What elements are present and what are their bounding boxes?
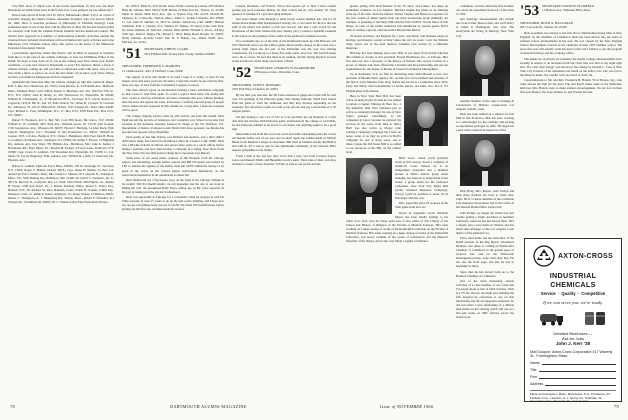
paragraph: 'In honest Germany and England for a year,' says Bark, 'and business keeps us moving, and musical concert activity where the lot's an event. I saw the Wallack ridge, below one of the most musical comedies ever written by a bullsnake musician.' [346,33,448,50]
ad-plants-footer: Plants at Framingham, Mass.; Manchester, N.H.; Providence, R.I.; Fairfield, Conn.; Hoboken, N.J.; Spring, Pa.; Nashville, Va.; Greensboro, N.C.; Riverside, Fla. and Honolulu [530,390,616,403]
paragraph: Since then he has moved from on to the Houston Chamber of Commerce. [456,269,514,278]
paragraph: Another member of the class is working in Connecticut of Barbara Connecticut, Lis Angeles. Saddle, Conn. [456,98,514,111]
page-number-right: 79 [614,404,619,409]
axton-cross-advertisement [524,238,622,402]
paragraph: lat, 1030 S. Main St., Fort Worth, Texas 76104; Gordon R. Lemon, 4703 Balboa Hills Dr., Omaha, Nebr. 68114; W.H. Marsh, 22 Blue Tree Dr., Vienna, Va. 22180; James K. Ryder, 9600 Perry Ave., Apt. 4, Kansas City, Mo. 64133; Donald M. Simpson, Jr., 5 West Dr., Weston, Mass.; James C. Swink, Lafayette, Ind. 47904; Lt. Col. John W. Skinner, Jr., 3012 W. Adams, Sunnyvale, Calif. 94087; Herbert Schneider, R.D. 1, Chester, N.J.; Wallace W. Walker, 70 Surrey Lane, Oak Park, Ill.; Dean Watkins, 41 Wolf Rd., Oxford, Ohio 45056; William S. Wood, 118 Bay Villa Apt., Oxford, Tampa, Fla.; Robert L. Wray, Ridge Road, Roslyn, Va. 23070; Wally Johnson, Arcadia, Calif.; Ens. H. F. Hunter, Ga.; Walter Wolff, Ave., McLean, Va. 22101. [122,4,224,45]
paragraph: Up in Rochester, N.Y. we find an interesting item. Ward Howell is now vice president of Mackie-Shaw Agency, Inc. and the new vice president and secretary of the firm is Larry Mueller. Fine, Reg. Seattle has served as a committee since 1959, Larry and Marty, with Grandmother 12 bottle, eleven, and Anne, also, live at 115 Pelham Road in Rochester. [346,72,448,93]
paragraph: Alphabetically listed this time, the address changes go like this: James M. Baker, R.D. 5, Box 261, Uniontown, Pa. 15401; Clem Benton, Jr., 54 Franklin Ave., Medford, Mass.; Madison Field, Calif. 94025; Robert S. Bowman, Apt. 516, 700 East 77th St., N.Y., N.Y. 10021; John R. Brady, Jr., 410 Thornwood St., Naperville, Ill. 60540; William R. Christopher, Jr., 27 Brookview Blvd., Syracuse, N.Y. 13214; Robert G. Cogswell, 1410 N. 8th St., Apt. 10, Falls Church, Va.; James H. Crowell, 31 Crescent Dr., Albertson, Va. 23112; Malcolm R. Decker, 1325 Colgate Dr., Kent, Ohio 44240; Capt. Richard C. Foss, Washington, D.C. 17, Box 2151, USN Fleet P.O., Box 2151, S.F., 96601. [8,80,114,117]
treasurer-name: TREASURER, BOYD A. HALLORAN [520,21,574,25]
class-section-header [122,47,224,62]
ad-contact-ask: Ask for Jobs [561,336,584,341]
paragraph: I'm also hoping to see a lot of 52's as I can probably get our Reunion at a later date after the October 26th Princeton game. Unfortunately the college or we'll Mall, for the Princeton Alumni to be drawn to our house, but anything ought to be a good sign. [232,114,336,131]
paragraph: Canada, Bermuda, and Florida. We've had reports yet to find: I have trouble getting any good response, Buddy. As other writers tell us, why another '45. Only question is whether it's a graceful aging hobbyist. [232,4,336,17]
paragraph: Robert F. Ferguson, 410 L. Box 59I, Cove Hill Road, Mt. Kisco, N.Y. 10549; William E. W. Gombell, 4071 Park Ave., Oakland Grove, Ill. 15179; Sam Gongol, 1765 Greenacres, Ave., Wheaton, Ill. 60187; Harold J. Hedberg, 14 Glen Rock, Falls Church, Washington, D.C.; President of Sun Production Co. 94037; William R. Greene, 58 E. 110 Ave., Bedford, N.Y.; James J. Heikkinen, 4641 Poet John B. Horn, c/o Lambert, 94 Mount Ave., Westfield, N.J. 07090; Dr. Arthur J. Howes, 74 Highland Rd., Auburn, Ala.; Kay Ward, 781 Hillside Ave., Baltimore, Md.; John K. Keller, 2 Hawthorne Rd., Bryn Mawr, Pa.; Ronald M. Kempf, 4 Forest Lane, Yorktown, N.Y. 10598; Capt. Lewis E. Lambert, 136 Woodland Rd., Pittsburgh, Pa. 15238; Lt. Col. James W. Lavall, Ridgeway Trail, Auburn, Ala.; William R. Lamb, 12 Clearview Dr., Phoenix, Ariz. [8,118,114,163]
paragraph: The class officers report on the Reunion funding a news solicitation campaign so that I have to lead West again. To avoid a typical ritual letter, I'm stating this once. I plan to send up solicitation and news campaign this year, without funding, then ask news that appear the Class. Following a carefully selected group of people whose names haven't appeared in this column for a long time. I hope the response will be good. [122,88,224,113]
secretary-address: 5017 Fiddlers Path, Tyrone Path, Crosby, Stamford 06903 [144,51,215,56]
coupon-firm-field: Firm [530,375,616,379]
paragraph: Some more of our usual items, courtesy of Jim Bernard, from the Chicago papers: and interesting, enough stories, reports that Bill O'Connell was invited by LBJ to witness the signing of the Indian trade bill which authorizes money to be spent in the towns on the various Indian reservations themselves, on the reservations themselves in the automobile accident bill. [122,156,224,177]
paragraph: Dick was apparently in Chicago for a convention when he stopped to visit his Tribe reporter: 'It took 1½ years to do up the unit you're building, and I hope now we can get everything ready, but not for $150. We made 100 modifications before putting out the first one, and then made the second. [122,195,224,212]
paragraph: From a mail at the last few days we've had a nice card from Leonard Sagan, Lance and Russell Smith, and Benjamin Lewis's team. Their tales of their own days included a couple of trips from the '52 Fall; as well as our recent arrivals. [232,153,336,166]
secretary-address: 11 Brokow Ave., Wellesley Hills, Mass. [542,8,591,13]
paragraph: Ferra, their home and the sixth-floor of the DAM pictures in the Big Brook, Woodlawn Brothers. Our photo is coming on Warmcraft's Chamber of Commerce in the garden spots of Jackson, Mo. and on the Wentworth kindergarten section, Lane, Don, Ray, Ray. He has also the front page, and also he had to hopefully be there. [456,236,514,269]
class-year: '53 [520,4,540,19]
column-5 [456,4,514,394]
paragraph: Dick Hoeg, Mrs. Brown, wife Evelyn and their three children are back at Santa Ana, Calif. He is a charter member of the California Life Insurance Association and is also active in the Western Home Office Lions Club. [456,189,514,210]
ad-title: INDUSTRIAL CHEMICALS [549,271,597,289]
ad-brand-name: AXTON-CROSS [558,252,613,260]
paragraph: Bart, especially since I'll be more of the York game from now on! [395,201,448,210]
portrait-photo [460,40,510,96]
column-3 [232,4,336,394]
paragraph: Our marriage announcement this month, one from former Boston man, and we'll marry at winter at Washington, now Ariz. The newlyweds are living in Rahway, New York City. [456,17,514,38]
portrait-photo [404,96,448,146]
ad-illustration [530,309,616,327]
portrait-photo [346,158,392,214]
treasurer-name: TREASURER, FREDERICK S. MAHONY [122,64,181,69]
paragraph: The college clipping service came up with exactly one item this month. Dick Pugh has left the practice of Anderson, and Columbia Law School to become first assistant to the Assistant Attorney General in charge of the Tax Division, U.S. Department of Justice. If anyone would Dick's field more personal, Joe Mecke has become best reporter today, Hopefully. [122,113,224,134]
column-2 [122,4,224,394]
ad-logo-row [530,245,616,267]
paragraph: Our Great Island came through to some lovely coastal summer Alp, and for 35 Jennie-Down Dunk outfit headquartered in Italy. No, I can vouch for the fact that the staff of the island was perfect (1,350 foot resort!). Just that I can't vouch for the Doorhouse of the some Wentworth, new Sunday (sic); I passed a splendid weekend at the school on the premises of the cradle of the promoter's business on tours. [232,17,336,38]
coupon-name-field: Name [530,361,616,365]
paragraph: Two weekends ago so of the time of the Dartmouth bunch up with Hanover and Tom Wardwell and to see the Clifton game. Most notable change on the scene was a paving fight where the old part of the Fairbanks was the way fast. During construction, it's a walk-up to a Snoot five some yards away fast. The football game was a bit of a hoot. It's fact that there is no reunion, and the Spring Room is located in the downtown, Tom's many new hotels, a Hand. [232,38,336,63]
ad-subtitle: If we can serve you, we're ready. [543,300,603,305]
issue-label: Issue of NOVEMBER 1966 [380,404,434,409]
coupon-title-field: Title [530,368,616,372]
tanker-truck-icon [539,309,565,327]
paragraph: greater pitting with Wolf Mosher of the TV show 'Art Linker,' has taken up permanent residence in Los Angeles. Michael Anglin has given us an amusing write-up of his time, from the famous Stanley Wapner and Burton is reported, for the first couple of dinner guests from our most unwelcome group (himself). An example, is speaking of the Harry Hill with the YOU DON'T. On the Moor' in San Diego. In view of the earlier audiences that munificent by special guests, Bob's odds of writing a special collection titled 'Beyond the Mirror.' [346,4,448,33]
paragraph: Dick has been named as a student for that firm in San Francisco. Bob has been working as a seismologist for the company and serving as specialized geologist in 1962. He began his career with Connecticut General in 1954. [456,111,514,133]
class-section-header [520,4,622,19]
class-section-header [232,66,336,81]
paragraph: committee,' and has edited the first booklet, one about the expedition from top of the Class of 1952. [456,4,514,17]
treasurer-name: TREASURER, LYNN S. HOWARD [232,83,281,88]
secretary-name: SECRETARY, DAVID H. FLORENCE [542,4,595,8]
secretary-name: SECRETARY, JOHN B. CLARK [144,47,189,52]
class-year: '52 [232,66,252,82]
column-6 [520,4,622,234]
ad-contact [530,331,616,346]
secretary-address: 338 Kenwood Ave., Riverside, Conn. [254,70,300,75]
paragraph: Meanwhile back from the race front we've had some outstanding notes his closed our Renure before one of our own and we must report the sudden death of Wilfred Baum in the Medical College of Guarantee. Bill lived in Summit and his dau Beth is still with us. It's a sorrow also for the Dartmouth community of the beloved, Bill's deepest sympathies to his family. [232,132,336,153]
column-1 [8,4,114,394]
portrait-photo [460,134,510,186]
paragraph: Here in New York Herb Bolt has been active on many fronts. In June he was named a partner at Auten, Winston & Shea Inc., a big industrial firm. He's remained just as active as campaign manager for one of New York's younger councilmen, as his colleagues (I know because he enlisted my services in the cause from time to time.) Herb was also active as Mayor John Lindsay's campaign campaign but I have no notes, some of us may be active in Herb's campaign for one of those years, and at times I guess the Old Stone Mill is so added to our resources on the Hill, on the cabinet level. [346,93,401,155]
ad-tagline: Service · Quality · Competitive [540,291,606,296]
ad-contact-name: John J. Kerr '38 [555,341,591,346]
paragraph: Herb Lever, whom you'll probably recall as Ed's lawyer, heads a company of Stamford, Conn. Indeed, he is an independent researcher and a multiple partner of Herb's interior group under manager, has been up to being made Scout leader, a group under for the insurance companies, New York City Rapid Rail (Acme Standard Insurance Company). Tracey, you'll be gratified to know it's in fine shape with the cost. [395,155,448,201]
paragraph: Each spring of just like Nantes, was Richard and Andrew, and a third child I didn't know them, have moved from Illinois to Box 42, Cassirer, Calif. 92001. Dick was a Blackie Scholar at Oxford and served three years in a naval officer before taking a position, and now dunn teacher a company in Corning, New York. From the New York City law firm before joining the Corporation Law Bureau. [122,134,224,156]
paragraph: Congratulations to Mr. and Mrs. Frederick H. Hanick '50 of Boston, Ky., who came aboard the ship for the great Trip and they'll make some of the memories, held fast. Mrs. Hanick went to make student encouragement. We are now in their first-year Boston. We hope all their Lo and Friends the best. [520,78,622,95]
paragraph: One of the most interesting current activities of a class member of our Class that I've heard about is that of Dick Swicker. Dick is a TV Dr. director and right now building the first hospital he conceived to say on that fundraising and the air supporters endorsed. So old cure that's a new fundraising of a million man dollars in the viewing which will run as a five-part series on ABC stations across the nation soon. [456,278,514,320]
paragraph: Bill Kay has been making news now. Bill, as you know from facing followed this column so closely, is vice president. Frozen Warehouse, Inc., of Chicago. He's also just now also a governor of the history of Tibanet. The society consists of a group of citizens who have offered the Canadian and Stop Fellowship and test the requirements for the degree of Master of Science in Industrial Management. [346,50,448,72]
paragraph: The supply of news this month is so brief I hope it is really, at least it's the largest we've had since your new Secretary, I trust this doesn't in one with the first-three-two-ago, at least from the Continental Congress to report. [122,74,224,87]
page-number-left: 78 [10,404,15,409]
treasurer-address: 2617 Corcoran Dr., Vienna, Va. 22180 [520,25,567,30]
magazine-name: DARTMOUTH ALUMNI MAGAZINE [170,404,247,409]
coupon-address-field: Address [530,382,616,386]
column-4 [346,4,448,394]
treasurer-address: 2107 Park Place, Evanston, Ill. 60201 [232,87,279,92]
paragraph: Dave Lusk reports in from 2114 W. Drive, Minnetonka, Minn. 55311 on a host of activities: keeping his father's brother, Alexander Stoddard, who was born in March 26, 1964. Dave is associate professor of philosophy of Christian theology. Lusk, nominated dean of one of the best, will be effective in June. He has had several grants for research, both from the Lehman Federal Institute and the American Council. His articles have appeared in a number of philosophical journals. Activities outside the classroom have included involvement with local Democratic party activities and in the Minnesota Civil Liberties Union. Dave also serves on the board of the Minnesota Unitarian Universalist Church. [8,13,114,50]
drum-icon [582,309,608,327]
paragraph: Down in Argentina Jacob Marshall Moyer has been finally tending to his cellar crew. Jack, who for many years now is also editor of The Library of the School and History of Religion of the Faculty of Medical Sciences. He's been working on a huge catalog of works of the Rothschild Collection on the Faculty of Medical Sciences. He's been working on a huge catalog of works of the Rothschild Collection, was heavy volumes of the works of well-known and the Hanover fraternity of the library, and is also very likely a regular contributor. [346,210,448,243]
class-year: '51 [122,47,142,63]
ad-mail-coupon: Mail Coupon: Axton-Cross Corporation 417 Waverly St., Framingham, Mass. [530,350,613,359]
paragraph: I particularly appreciate letters like Dave's, and in either in response to inquiries from me or, in the case of our column colleague, as does Joe McMahan, Editor of the DAM. We hope to hear from all of you in the coming year. How about your former roommate, or your best friend at Dartmouth or your? For instance, there's a flock of address changes coming up, and we'd like to abbreviate some with news. Any of you who made a move or plan to do so in the next future, let us know your latest address and how you think the Indigenous and how happened. [8,50,114,80]
paragraph: By the time you read this, the '66 Class reunions of gangs and cairns will be well over. I'm speaking of the Princeton game, this coming Saturday. You'll have tickets from the game or from the clubhouse and they may develop depending on the weekend. Two first-floor rooms we want to lay out one and say a swell time of a '52 tailgate parties. [232,93,336,114]
paragraph: John Farmer, no longer the stands! has just trouble getting a flight anywhere in Southern California, where he has just moved there. He's a deputy (on) a new home in Ventura and has made sales manager of the Los Angeles Coast district of the Insurance Co. [456,210,514,235]
paragraph: Robert E. Leikind, Eglin Air Force Base, AFERS, 103 W. Glenridge St., Syracuse, N.Y. 13203; Roger V. Mather, Detroit, Mich.; Capt. James H. Munns, Jr., Box 113, Arnold Air Force Station, Tenn.; Mrs. Gerald C. Musson, 97 Lafayette St., Lexington, Mass.; Pvt. 3250 Rolling Rd., Baltimore, Md. 21208; Dr. David L. Nettleton, Dr. Jr., 3815 N. Morrow St., Lafayette, Ind.; Lt. Cmdr. John O'Neil, 34th Fighter, Ga.; Robert H. Payne, 4109 Ash Street, Ill.; J. Robert Peterson, Phila.; Robert L. Rand, Esq., Hudson, N.Y.; Dr. Richard M. Rice, Hamden, Conn.; Frank W. Schafer, 6 Mill Ave., Westport, Conn.; Lt. Ralph P. Seeley, Arlington, Va.; Roger Stokes, 14 Hudson, Mich.; Robert C. Thompson, Jr., 1 Hampshire Rd., Natick, Mass.; Robert P. Whitaker, 311 Wingate Dr., Northfield, Ill. 60093; Dr. G. Wilson Sabol, Pine Farm Road, Bolton. [8,163,114,205]
axton-cross-logo-icon [533,245,555,267]
paragraph: Dick Goodman was elected to the first list of 'Outstanding Young Men of New England' by the Chamber of Commerce. Dick has been thrown into the arena of national school developments in his area. He was chosen by the New England School Development Council as the chairman of their 1967 member school. The prose this year will eagerly await his most recent, but I believe to get the program of Arizona's history and the company office. [520,31,622,56]
paragraph: Dick Wentworth got a big feature story on the front of the Chicago Tribune in its weekly 'Old Pal Roebl'column,' an old magazine and the site is out front in Riding the Carl, the prestigious Daily News, telling ago, in Mr. Jones reported on his part of taking up in the electric brotherhood. [122,177,224,194]
ad-contact-lead: Detailed Brochures — [553,331,593,336]
secretary-name: SECRETARY, CHARLES W. BLAKEMORE [254,66,315,71]
paragraph: The names we recall just yet presented the month College announcements have recently in answer of an invitation from our Class who was first of any sight right now. The class Tom Twigg" was elected to the college by Donald C. Case of New York City in honor of his retirement, his fourth on the ballot, now who was lost to the Hanover home. We couldn't wait one down of Tom's all. [520,56,622,77]
treasurer-address: 15 Clambrook Dr., R.D. 4, Fairfield, Conn. 06430 [122,68,183,73]
paragraph: City Hall, most of which were in the frozen department. In 'just now the Pearl Restaurant on Tenth Street wear in the frozen-fore, I was pumped, he was almost shy? [8,4,114,13]
